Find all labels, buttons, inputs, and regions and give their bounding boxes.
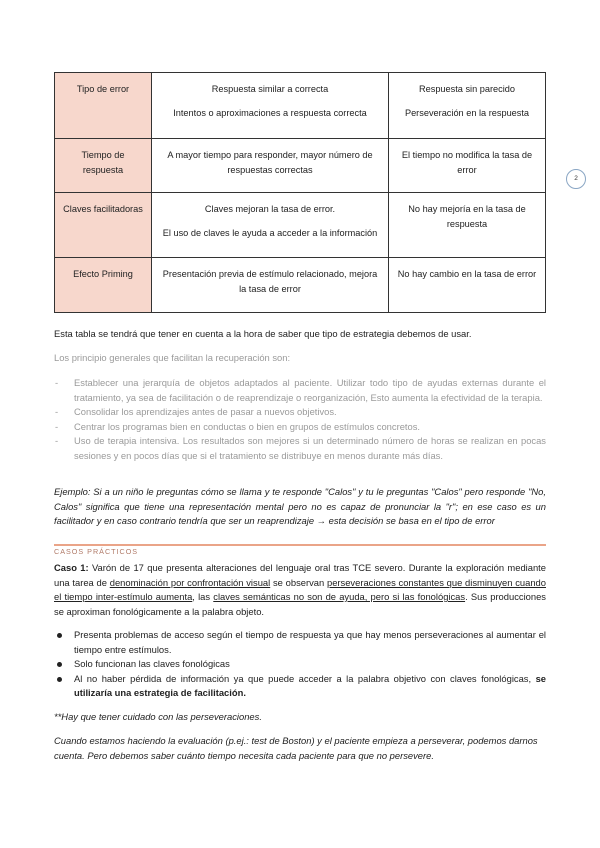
table-row — [55, 139, 546, 193]
example-paragraph: Ejemplo: Si a un niño le preguntas cómo se llama y te responde "Calos" y tu le preguntas "Calos" pero responde "No, Calos" significa que tiene una representación mental pero no es capaz de pronunciar la "r"; en ese caso es un facilitador y en caso contrario tendría que ser un reaprendizaje → esta decisión se basa en el tipo de error — [54, 486, 546, 526]
text: . Sus producciones se aproximan fonológicamente a la palabra objeto. — [54, 591, 546, 617]
section-divider — [54, 544, 546, 546]
table-note: Esta tabla se tendrá que tener en cuenta a la hora de saber que tipo de estrategia debemos de usar. — [54, 328, 472, 339]
comment-badge[interactable]: 2 — [566, 169, 586, 189]
text: , las — [192, 591, 214, 602]
table-cell — [152, 258, 389, 313]
cell-text: No hay mejoría en la tasa de respuesta — [408, 204, 526, 229]
cell-text: A mayor tiempo para responder, mayor número de respuestas correctas — [167, 150, 373, 175]
cell-text: No hay cambio en la tasa de error — [397, 269, 537, 279]
cell-text: Respuesta sin parecido — [418, 84, 516, 94]
cell-text: Respuesta similar a correcta — [211, 84, 329, 94]
bold-text: se utilizaría una estrategia de facilitación. — [74, 672, 546, 698]
principles-list — [54, 376, 546, 463]
table-cell — [152, 73, 389, 139]
cell-text: Intentos o aproximaciones a respuesta correcta — [173, 107, 367, 118]
list-item: Solo funcionan las claves fonológicas — [54, 657, 546, 672]
underlined-text: claves semánticas no son de ayuda, pero si las fonológicas — [213, 591, 466, 602]
error-type-table — [54, 72, 546, 313]
table-row — [55, 73, 546, 139]
closing-paragraph: Cuando estamos haciendo la evaluación (p.ej.: test de Boston) y el paciente empieza a perseverar, podemos darnos cuenta. Pero debemos saber cuánto tiempo necesita cada paciente para que no persevere. — [54, 735, 538, 761]
cell-text: El uso de claves le ayuda a acceder a la información — [162, 227, 378, 238]
case-label: Caso 1: — [54, 562, 89, 573]
list-item: - Centrar los programas bien en conductas o bien en grupos de estímulos concretos. — [54, 420, 546, 435]
row-header: Claves facilitadoras — [55, 193, 152, 258]
table-cell — [389, 139, 546, 193]
text: se observan — [270, 576, 327, 588]
case-1-paragraph — [54, 561, 546, 619]
table-cell — [389, 73, 546, 139]
section-title: CASOS PRÁCTICOS — [54, 547, 139, 556]
cell-text: Presentación previa de estímulo relacionado, mejora la tasa de error — [162, 269, 378, 294]
list-item: - Establecer una jerarquía de objetos adaptados al paciente. Utilizar todo tipo de ayudas externas durante el tratamiento, ya sea de facilitación o de reaprendizaje o reorganización, Esto aumenta la efectividad de la terapia. — [54, 376, 546, 405]
cell-text: Perseveración en la respuesta — [404, 107, 530, 118]
text: Al no haber pérdida de información ya que puede acceder a la palabra objetivo con claves fonológicas, — [74, 672, 536, 684]
list-item: - Uso de terapia intensiva. Los resultados son mejores si un determinado número de horas se realizan en pocas sesiones y en pocos días que si el tratamiento se distribuye en menos durante más días. — [54, 434, 546, 463]
list-item: Presenta problemas de acceso según el tiempo de respuesta ya que hay menos perseveraciones al aumentar el tiempo entre estímulos. — [54, 628, 546, 657]
row-header: Efecto Priming — [55, 258, 152, 313]
list-item: - Consolidar los aprendizajes antes de pasar a nuevos objetivos. — [54, 405, 546, 420]
table-cell — [389, 193, 546, 258]
text: Varón de 17 que presenta alteraciones del lenguaje oral tras TCE severo. Durante la exploración mediante una tarea de — [54, 562, 546, 588]
table-cell — [389, 258, 546, 313]
table-cell — [152, 139, 389, 193]
case-1-bullets — [54, 628, 546, 701]
cell-text: Claves mejoran la tasa de error. — [204, 204, 336, 214]
table-row — [55, 193, 546, 258]
list-item — [54, 672, 546, 701]
table-cell — [152, 193, 389, 258]
warning-note: **Hay que tener cuidado con las perseveraciones. — [54, 711, 262, 722]
underlined-text: perseveraciones constantes que disminuyen cuando el tiempo inter-estímulo aumenta — [54, 576, 546, 602]
table-row — [55, 258, 546, 313]
row-header: Tipo de error — [55, 73, 152, 139]
cell-text: El tiempo no modifica la tasa de error — [401, 150, 533, 175]
principles-intro: Los principio generales que facilitan la recuperación son: — [54, 352, 291, 363]
underlined-text: denominación por confrontación visual — [109, 576, 271, 588]
row-header: Tiempo de respuesta — [55, 139, 152, 193]
